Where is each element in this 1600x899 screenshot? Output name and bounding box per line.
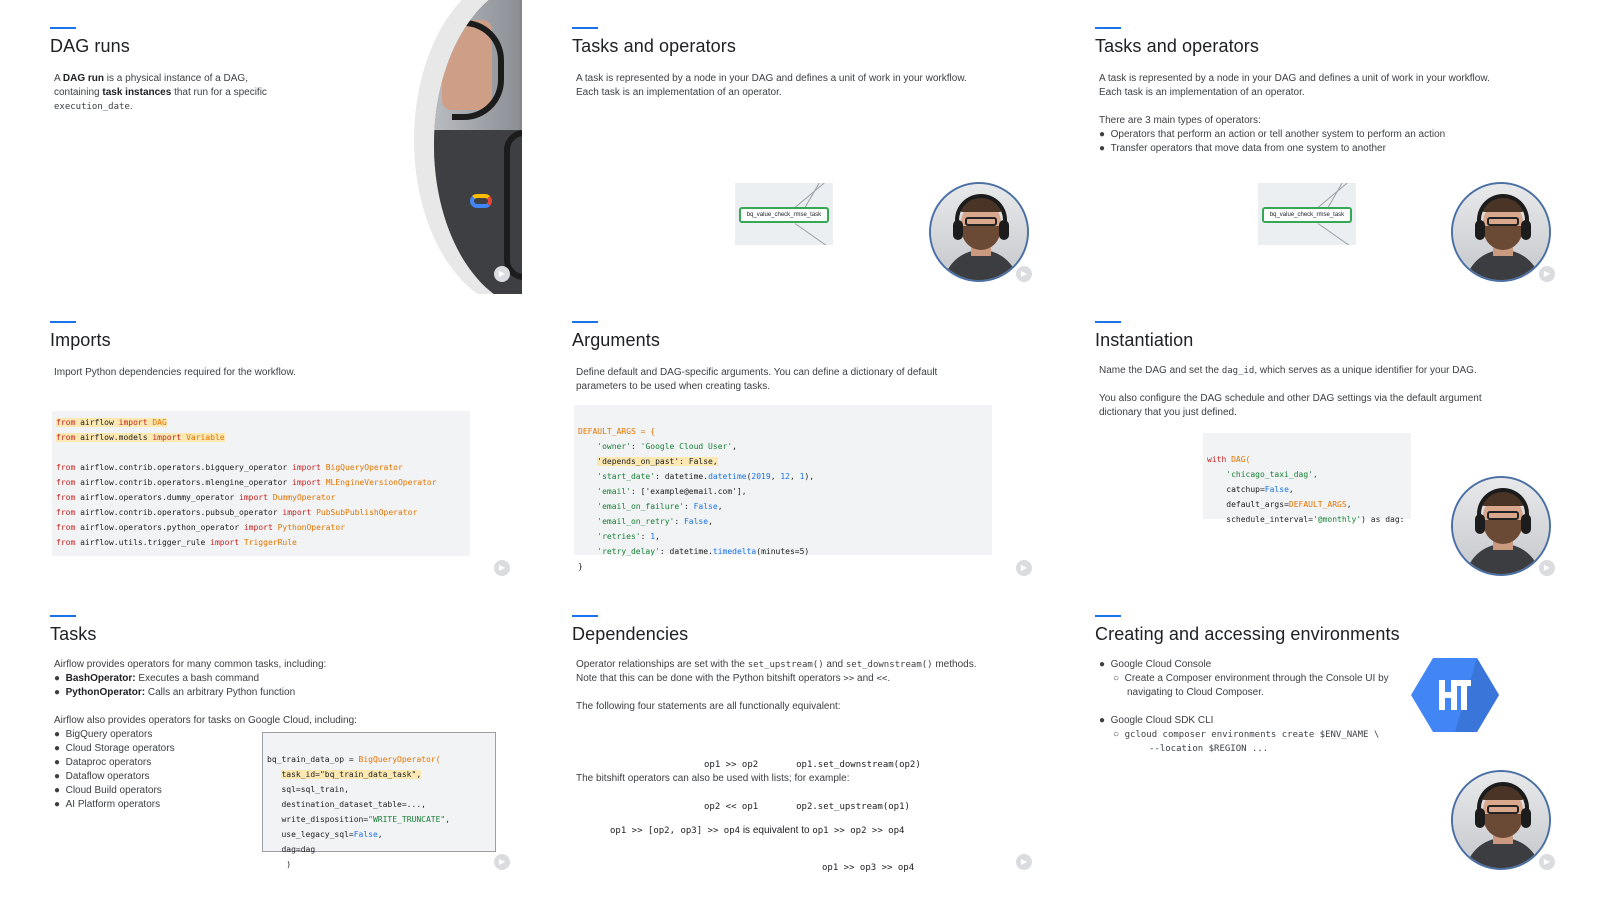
text: that run for a specific (171, 87, 267, 98)
text: You also configure the DAG schedule and other DAG settings via the default argument (1099, 393, 1482, 404)
slide-title: Tasks and operators (572, 36, 736, 56)
slide-title: Instantiation (1095, 330, 1194, 350)
slide-title: Creating and accessing environments (1095, 624, 1400, 644)
media-icon: ▶ (494, 854, 510, 870)
code-block: bq_train_data_op = BigQueryOperator( task_id="bq_train_data_task", sql=sql_train, destination_dataset_table=..., write_disposition="WRITE_TRUNCATE", use_legacy_sql=False, dag=dag ) (262, 732, 496, 852)
presenter-avatar (929, 182, 1029, 282)
text: A task is represented by a node in your DAG and defines a unit of work in your workflow. (576, 73, 967, 84)
slide-body: Name the DAG and set the dag_id, which serves as a unique identifier for your DAG. You also configure the DAG schedule and other DAG settings via the default argument dictionary that you just defined. (1099, 365, 1482, 418)
bullet-item: ● Google Cloud SDK CLI (1099, 715, 1214, 726)
bullet-item: ● Google Cloud Console (1099, 659, 1212, 670)
title-accent-rule (572, 615, 598, 617)
google-cloud-logo-icon (470, 190, 494, 210)
sub-bullet-item: ○ gcloud composer environments create $ENV_NAME \ (1113, 729, 1380, 740)
slide-body (1099, 72, 1490, 156)
text: containing (54, 87, 103, 98)
title-accent-rule (50, 27, 76, 29)
code-line (56, 445, 466, 460)
media-icon: ▶ (1016, 854, 1032, 870)
title-accent-rule (1095, 27, 1121, 29)
text: . (129, 101, 133, 112)
slide-body (54, 72, 267, 114)
title-accent-rule (572, 27, 598, 29)
bullet-item: ● BashOperator: Executes a bash command (54, 673, 260, 684)
code-line: from airflow import DAG (56, 418, 167, 427)
text: Each task is an implementation of an operator. (576, 87, 782, 98)
text: The following four statements are all functionally equivalent: (576, 701, 841, 712)
title-accent-rule (1095, 321, 1121, 323)
media-icon: ▶ (1539, 266, 1555, 282)
code-inline: execution_date (54, 102, 130, 112)
presenter-photo (434, 0, 522, 294)
title-accent-rule (1095, 615, 1121, 617)
equivalence-code: op1 >> op2 op1.set_downstream(op2) op2 << op1 op2.set_upstream(op1) (704, 760, 921, 812)
code-line: from airflow.operators.python_operator import PythonOperator (56, 523, 346, 532)
code-block: with DAG( 'chicago_taxi_dag', catchup=False, default_args=DEFAULT_ARGS, schedule_interval='@monthly') as dag: (1203, 433, 1411, 519)
title-accent-rule (572, 321, 598, 323)
media-icon: ▶ (1539, 854, 1555, 870)
dag-node-diagram (1258, 183, 1356, 245)
text: --location $REGION ... (1149, 744, 1269, 754)
code-line: from airflow.models import Variable (56, 433, 225, 442)
presenter-avatar (1451, 476, 1551, 576)
media-icon: ▶ (494, 266, 510, 282)
text-bold: DAG run (62, 73, 105, 84)
title-accent-rule (50, 615, 76, 617)
text-bold: task instances (102, 87, 172, 98)
slide-dependencies (522, 588, 1044, 882)
code-block (52, 411, 470, 556)
code-block: DEFAULT_ARGS = { 'owner': 'Google Cloud User', 'depends_on_past': False, 'start_date': datetime.datetime(2019, 12, 1), 'email': ['example@email.com'], 'email_on_failure': False, 'email_on_retry': False, 'retries': 1, 'retry_delay': datetime.timedelta(minutes=5) } (574, 405, 992, 555)
bullet-item: ● Cloud Build operators (54, 785, 162, 796)
bullet-item: ● Dataflow operators (54, 771, 150, 782)
slide-body (576, 72, 967, 100)
media-icon: ▶ (494, 560, 510, 576)
code-line: from airflow.utils.trigger_rule import TriggerRule (56, 538, 297, 547)
bullet-item: ● Dataproc operators (54, 757, 152, 768)
text: The bitshift operators can also be used with lists; for example: (576, 773, 850, 784)
slide-tasks (0, 588, 522, 882)
text: Airflow provides operators for many common tasks, including: (54, 659, 327, 670)
bullet-item: ● PythonOperator: Calls an arbitrary Python function (54, 687, 296, 698)
presenter-avatar (1451, 770, 1551, 870)
text: A task is represented by a node in your DAG and defines a unit of work in your workflow. (1099, 73, 1490, 84)
code-line: from airflow.contrib.operators.pubsub_operator import PubSubPublishOperator (56, 508, 418, 517)
slide-body: Operator relationships are set with the set_upstream() and set_downstream() methods. Note that this can be done with the Python bitshift operators >> and <<. The following four statements are all functionally equivalent: (576, 658, 1036, 714)
bullet-item: ● AI Platform operators (54, 799, 161, 810)
slide-body (576, 366, 937, 394)
dag-task-node: bq_value_check_rmse_task (1262, 207, 1352, 223)
dag-node-diagram (735, 183, 833, 245)
slide-title: Dependencies (572, 624, 689, 644)
text: Airflow also provides operators for tasks on Google Cloud, including: (54, 715, 357, 726)
slide-title: DAG runs (50, 36, 130, 56)
code-line: from airflow.contrib.operators.bigquery_operator import BigQueryOperator (56, 463, 403, 472)
slide-body: Import Python dependencies required for the workflow. (54, 367, 296, 378)
text: dictionary that you just defined. (1099, 407, 1237, 418)
slide-imports (0, 294, 522, 588)
cloud-composer-icon (1411, 656, 1499, 734)
dag-task-node: bq_value_check_rmse_task (739, 207, 829, 223)
slide-title: Tasks and operators (1095, 36, 1259, 56)
code-line: from airflow.operators.dummy_operator import DummyOperator (56, 493, 336, 502)
media-icon: ▶ (1539, 560, 1555, 576)
slide-dag-runs (0, 0, 522, 294)
slide-title: Arguments (572, 330, 660, 350)
text: parameters to be used when creating tasks. (576, 381, 770, 392)
slide-arguments (522, 294, 1044, 588)
list-example-code: op1 >> [op2, op3] >> op4 is equivalent to op1 >> op2 >> op4 op1 >> op3 >> op4 (610, 825, 915, 873)
code-line: from airflow.contrib.operators.mlengine_operator import MLEngineVersionOperator (56, 478, 437, 487)
slide-tasks-operators-1 (522, 0, 1044, 294)
slide-environments (1045, 588, 1567, 882)
text: Each task is an implementation of an operator. (1099, 87, 1305, 98)
slide-instantiation (1045, 294, 1567, 588)
bullet-item: ● Cloud Storage operators (54, 743, 175, 754)
text: There are 3 main types of operators: (1099, 115, 1261, 126)
slide-title: Imports (50, 330, 111, 350)
slide-tasks-operators-2 (1045, 0, 1567, 294)
slide-body (1099, 658, 1389, 756)
title-accent-rule (50, 321, 76, 323)
bullet-item: ● Transfer operators that move data from one system to another (1099, 143, 1386, 154)
media-icon: ▶ (1016, 560, 1032, 576)
presenter-avatar (1451, 182, 1551, 282)
bullet-item: ● BigQuery operators (54, 729, 153, 740)
sub-bullet-item: ○ Create a Composer environment through the Console UI by (1113, 673, 1389, 684)
text: A (54, 73, 63, 84)
text: Define default and DAG-specific arguments. You can define a dictionary of default (576, 367, 938, 378)
text: navigating to Cloud Composer. (1127, 687, 1264, 698)
media-icon: ▶ (1016, 266, 1032, 282)
slide-title: Tasks (50, 624, 97, 644)
text: is a physical instance of a DAG, (104, 73, 248, 84)
bullet-item: ● Operators that perform an action or tell another system to perform an action (1099, 129, 1446, 140)
